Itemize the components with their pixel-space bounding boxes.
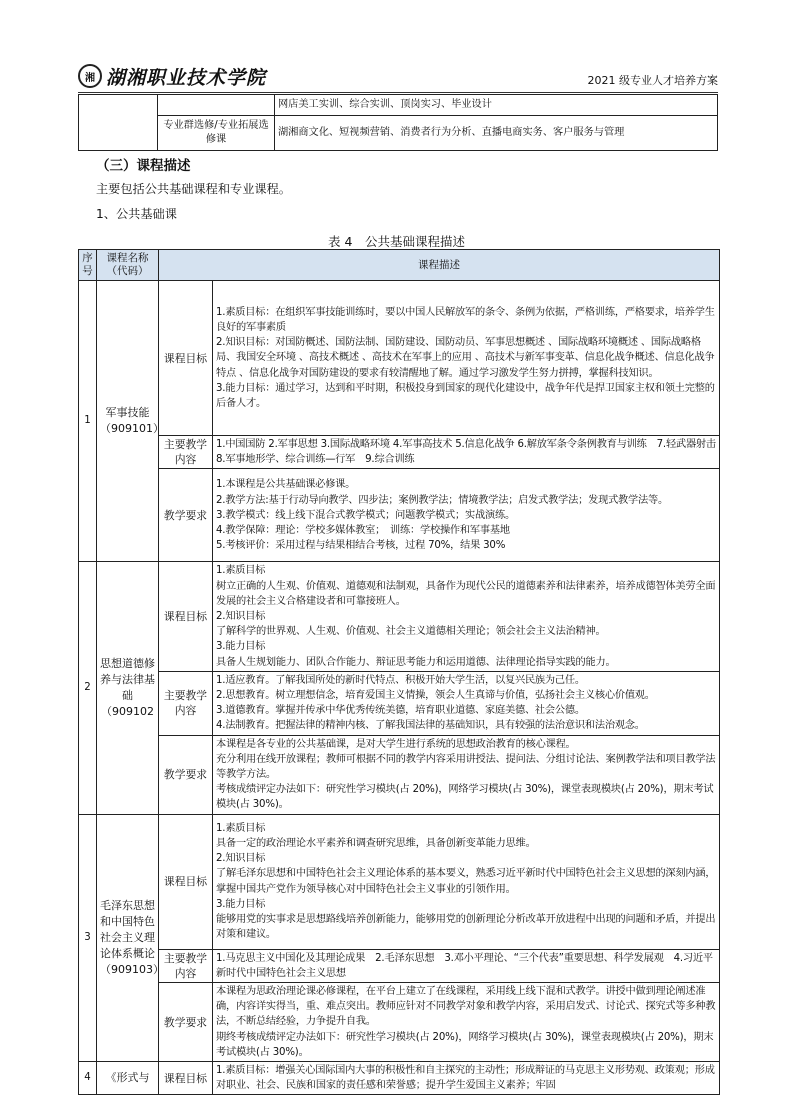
row-category: 教学要求: [159, 983, 213, 1062]
course-no: 1: [79, 281, 97, 562]
goal-line: 了解毛泽东思想和中国特色社会主义理论体系的基本要义，熟悉习近平新时代中国特色社会主义思想的深刻内涵，掌握中国共产党作为领导核心对中国特色社会主义事业的引领作用。: [216, 868, 716, 895]
row-category: 课程目标: [159, 281, 213, 436]
table-row: [79, 1062, 720, 1095]
goal-line: 具备人生规划能力、团队合作能力、辩证思考能力和运用道德、法律理论指导实践的能力。: [216, 656, 616, 668]
row-content: 网店美工实训、综合实训、顶岗实习、毕业设计: [275, 95, 718, 116]
course-content: [213, 436, 726, 469]
course-goal: [213, 281, 720, 436]
table-row: [79, 436, 720, 469]
course-description-table: [78, 249, 726, 1095]
course-content: [213, 671, 720, 735]
row-category: 课程目标: [159, 814, 213, 949]
empty-cell: [79, 95, 158, 151]
school-name-logo: 湖湘职业技术学院: [106, 66, 267, 89]
section-title: （三）课程描述: [96, 158, 191, 174]
content-line: 1.适应教育。了解我国所处的新时代特点、积极开始大学生活，以复兴民族为己任。: [216, 674, 585, 686]
req-line: 考核成绩评定办法如下：研究性学习模块(占 20%)，网络学习模块(占 30%)，课堂表现模块(占 20%)，期末考试模块(占 30%)。: [216, 784, 714, 811]
row-category: 主要教学内容: [159, 436, 213, 469]
course-structure-table: [78, 94, 718, 151]
goal-line: 1.素质目标: [216, 565, 266, 577]
course-name: 毛泽东思想和中国特色 社会主义理论体系概论（909103）: [97, 814, 159, 1061]
course-goal: [213, 814, 720, 949]
row-category: 主要教学内容: [159, 949, 213, 982]
table-caption: 表 4 公共基础课程描述: [328, 234, 465, 249]
col-header-name: 课程名称（代码）: [97, 250, 159, 281]
table-row: [79, 735, 720, 814]
course-goal: [213, 1062, 720, 1095]
req-line: 本课程是各专业的公共基础课，是对大学生进行系统的思想政治教育的核心课程。: [216, 738, 576, 750]
content-line: 4.法制教育。把握法律的精神内核、了解我国法律的基础知识，具有较强的法治意识和法治观念。: [216, 720, 645, 732]
table-header-row: [79, 250, 720, 281]
table-row: [79, 983, 720, 1062]
school-logo: [78, 62, 266, 90]
course-requirements: [213, 469, 720, 562]
page-header: [78, 62, 718, 93]
goal-line: 2.知识目标：对国防概述、国防法制、国防建设、国防动员、军事思想概述 、国际战略环境概述 、国际战略格局、我国安全环境 、高技术概述 、高技术在军事上的应用 、高技术与新军事变革、信息化战争概述、信息化战争特点 、信息化战争对国防建设的要求有较清醒地了解。通过学习激发学生努力拼搏，掌握科技知识。: [216, 337, 715, 379]
table-row: [79, 562, 720, 671]
goal-line: 3.能力目标: [216, 641, 266, 653]
table-row: [79, 814, 720, 949]
row-label: 专业群选修/专业拓展选修课: [158, 116, 275, 151]
row-category: 教学要求: [159, 469, 213, 562]
row-category: 课程目标: [159, 1062, 213, 1095]
req-line: 2.教学方法:基于行动导向教学、四步法；案例教学法；情境教学法；启发式教学法；发现式教学法等。: [216, 494, 668, 506]
content-line: 2.思想教育。树立理想信念，培育爱国主义情操，领会人生真谛与价值，弘扬社会主义核心价值观。: [216, 690, 655, 702]
goal-line: 具备一定的政治理论水平素养和调查研究思维，具备创新变革能力思维。: [216, 838, 536, 850]
table-row: [79, 671, 720, 735]
goal-line: 1.素质目标: [216, 822, 266, 834]
table-row: [79, 949, 720, 982]
col-header-desc: 课程描述: [159, 250, 720, 281]
goal-line: 能够用党的实事求是思想路线培养创新能力，能够用党的创新理论分析改革开放进程中出现的问题和矛盾，并提出对策和建议。: [216, 914, 716, 941]
course-no: 4: [79, 1062, 97, 1095]
document-title: 2021 级专业人才培养方案: [587, 74, 718, 87]
table-row: [79, 116, 718, 151]
empty-cell: [158, 95, 275, 116]
row-content: 湖湘商文化、短视频营销、消费者行为分析、直播电商实务、客户服务与管理: [275, 116, 718, 151]
goal-line: 1.素质目标：在组织军事技能训练时，要以中国人民解放军的条令、条例为依据，严格训练，严格要求，培养学生良好的军事素质: [216, 306, 715, 333]
section-intro: 主要包括公共基础课程和专业课程。: [96, 182, 291, 196]
course-requirements: [213, 735, 720, 814]
req-line: 3.教学模式：线上线下混合式教学模式；问题教学模式；实战演练。: [216, 509, 515, 521]
goal-line: 3.能力目标: [216, 898, 266, 910]
course-content: [213, 949, 720, 982]
row-category: 教学要求: [159, 735, 213, 814]
req-line: 4.教学保障：理论：学校多媒体教室； 训练：学校操作和军事基地: [216, 525, 510, 536]
req-line: 期终考核成绩评定办法如下：研究性学习模块(占 20%)，网络学习模块(占 30%)，课堂表现模块(占 20%)，期末考试模块(占 30%)。: [216, 1031, 714, 1058]
goal-line: 了解科学的世界观、人生观、价值观、社会主义道德相关理论；领会社会主义法治精神。: [216, 626, 606, 638]
goal-line: 1.素质目标：增强关心国际国内大事的积极性和自主探究的主动性；形成辩证的马克思主义形势观、政策观；形成对职业、社会、民族和国家的责任感和荣誉感；提升学生爱国主义素养；牢固: [216, 1065, 715, 1092]
course-name: 《形式与: [97, 1062, 159, 1095]
table-row: [79, 281, 720, 436]
goal-line: 2.知识目标: [216, 611, 266, 623]
req-line: 5.考核评价：采用过程与结果相结合考核，过程 70%，结果 30%: [216, 540, 506, 552]
course-requirements: [213, 983, 720, 1062]
table-row: [79, 95, 718, 116]
goal-line: 树立正确的人生观、价值观、道德观和法制观，具备作为现代公民的道德素养和法律素养，培养成德智体美劳全面发展的社会主义合格建设者和可靠接班人。: [216, 580, 716, 607]
content-line: 1.中国国防 2.军事思想 3.国际战略环境 4.军事高技术 5.信息化战争 6.解放军条令条例教育与训练 7.轻武器射击 8.军事地形学、综合训练—行军 9.综合训练: [216, 439, 726, 466]
school-seal-icon: 湘: [78, 64, 102, 88]
req-line: 充分利用在线开放课程；教师可根据不同的教学内容采用讲授法、提问法、分组讨论法、案例教学法和项目教学法等教学方法。: [216, 753, 716, 781]
req-line: 本课程为思政治理论课必修课程，在平台上建立了在线课程，采用线上线下混和式教学。讲授中做到理论阐述准确，内容详实得当，重、难点突出。教师应针对不同教学对象和教学内容，采用启发式、讨论式、探究式等多种教法，不断总结经验，力争提升自我。: [216, 986, 716, 1028]
col-header-no: 序号: [79, 250, 97, 281]
table-row: [79, 469, 720, 562]
row-category: 主要教学内容: [159, 671, 213, 735]
goal-line: 3.能力目标：通过学习，达到和平时期，积极投身到国家的现代化建设中，战争年代是捍卫国家主权和领土完整的后备人才。: [216, 382, 715, 409]
course-name: 思想道德修养与法律基础（909102: [97, 562, 159, 814]
course-no: 2: [79, 562, 97, 814]
req-line: 1.本课程是公共基础课必修课。: [216, 479, 356, 491]
course-no: 3: [79, 814, 97, 1061]
course-goal: [213, 562, 720, 671]
goal-line: 2.知识目标: [216, 853, 266, 865]
row-category: 课程目标: [159, 562, 213, 671]
course-name: 军事技能（909101）: [97, 281, 159, 562]
content-line: 3.道德教育。掌握并传承中华优秀传统美德，培育职业道德、家庭美德、社会公德。: [216, 705, 585, 717]
subsection-title: 1、公共基础课: [96, 207, 177, 221]
content-line: 1.马克思主义中国化及其理论成果 2.毛泽东思想 3.邓小平理论、“三个代表”重要思想、科学发展观 4.习近平新时代中国特色社会主义思想: [216, 952, 713, 979]
